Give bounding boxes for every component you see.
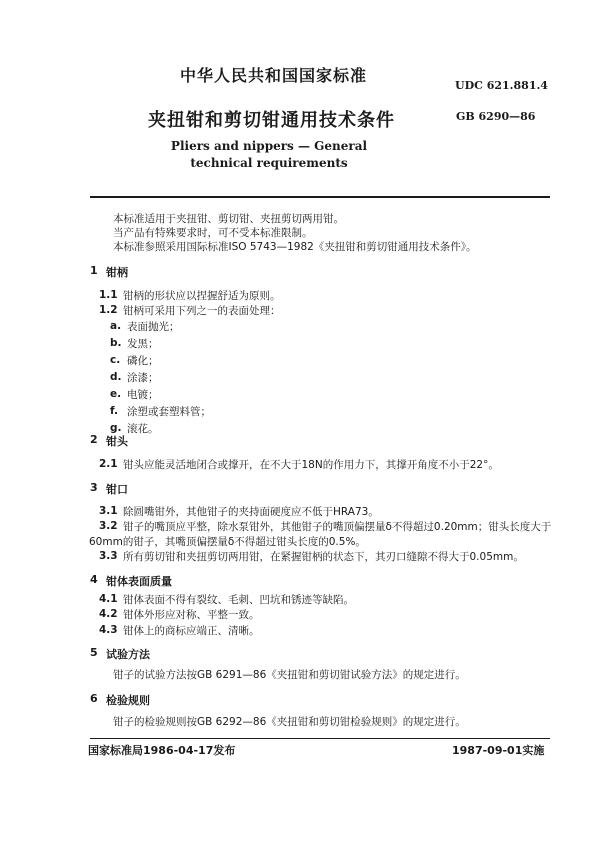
section-title: 钳体表面质量 (106, 575, 172, 588)
clause-number: 1.2 (99, 304, 118, 316)
clause-text: 钳柄可采用下列之一的表面处理： (123, 305, 281, 317)
list-item: 表面抛光； (127, 321, 180, 333)
list-letter: f. (110, 405, 118, 417)
list-item: 滚花。 (127, 423, 159, 435)
clause-number: 4.1 (99, 593, 118, 605)
clause-number: 1.1 (99, 289, 118, 301)
gb-standard-code: GB 6290—86 (456, 110, 536, 123)
section-number: 1 (90, 264, 98, 277)
clause-text: 钳头应能灵活地闭合或撑开，在不大于18N的作用力下，其撑开角度不小于22°。 (123, 459, 499, 471)
list-item: 磷化； (127, 355, 159, 367)
section-title: 钳头 (106, 435, 128, 448)
document-title-cn: 夹扭钳和剪切钳通用技术条件 (148, 110, 395, 131)
section-title: 检验规则 (106, 694, 150, 707)
clause-text: 除圆嘴钳外，其他钳子的夹持面硬度应不低于HRA73。 (123, 506, 379, 518)
clause-text: 钳子的嘴顶应平整，除水泵钳外，其他钳子的嘴顶偏摆量δ不得超过0.20mm；钳头长度大于 (123, 521, 552, 533)
list-item: 电镀； (127, 389, 159, 401)
clause-text: 钳体表面不得有裂纹、毛刺、凹坑和锈迹等缺陷。 (123, 594, 354, 606)
list-letter: c. (110, 354, 121, 366)
clause-text: 钳体上的商标应端正、清晰。 (123, 625, 260, 637)
intro-line: 当产品有特殊要求时，可不受本标准限制。 (113, 227, 313, 239)
intro-line: 本标准适用于夹扭钳、剪切钳、夹扭剪切两用钳。 (113, 213, 344, 225)
section-number: 2 (90, 433, 98, 446)
clause-number: 3.1 (99, 505, 118, 517)
list-item: 涂漆； (127, 372, 159, 384)
effective-date: 1987-09-01实施 (452, 744, 545, 757)
list-letter: b. (110, 337, 122, 349)
approval-date: 国家标准局1986-04-17发布 (88, 744, 236, 757)
footer-divider (90, 738, 550, 739)
udc-code: UDC 621.881.4 (455, 79, 548, 92)
clause-number: 4.3 (99, 624, 118, 636)
clause-text: 所有剪切钳和夹扭剪切两用钳，在紧握钳柄的状态下，其刃口缝隙不得大于0.05mm。 (123, 551, 524, 563)
section-paragraph: 钳子的检验规则按GB 6292—86《夹扭钳和剪切钳检验规则》的规定进行。 (113, 716, 466, 728)
clause-text: 钳体外形应对称、平整一致。 (123, 609, 260, 621)
section-number: 5 (90, 646, 98, 659)
clause-number: 4.2 (99, 608, 118, 620)
clause-number: 2.1 (99, 458, 118, 470)
header-divider (90, 196, 550, 198)
list-letter: e. (110, 388, 122, 400)
list-item: 涂塑或套塑料管； (127, 406, 211, 418)
standard-org-title: 中华人民共和国国家标准 (180, 66, 368, 85)
clause-text-continued: 60mm的钳子，其嘴顶偏摆量δ不得超过钳头长度的0.5%。 (89, 536, 366, 548)
section-number: 3 (90, 481, 98, 494)
list-letter: g. (110, 422, 122, 434)
document-title-en: Pliers and nippers — General technical requirements (170, 139, 368, 170)
list-item: 发黑； (127, 338, 159, 350)
section-title: 试验方法 (106, 648, 150, 661)
section-paragraph: 钳子的试验方法按GB 6291—86《夹扭钳和剪切钳试验方法》的规定进行。 (113, 669, 466, 681)
section-number: 4 (90, 573, 98, 586)
clause-number: 3.2 (99, 520, 118, 532)
intro-line: 本标准参照采用国际标准ISO 5743—1982《夹扭钳和剪切钳通用技术条件》。 (113, 241, 477, 253)
section-title: 钳柄 (106, 266, 128, 279)
clause-text: 钳柄的形状应以捏握舒适为原则。 (123, 290, 281, 302)
list-letter: a. (110, 320, 122, 332)
section-number: 6 (90, 692, 98, 705)
list-letter: d. (110, 371, 122, 383)
section-title: 钳口 (106, 483, 128, 496)
clause-number: 3.3 (99, 550, 118, 562)
